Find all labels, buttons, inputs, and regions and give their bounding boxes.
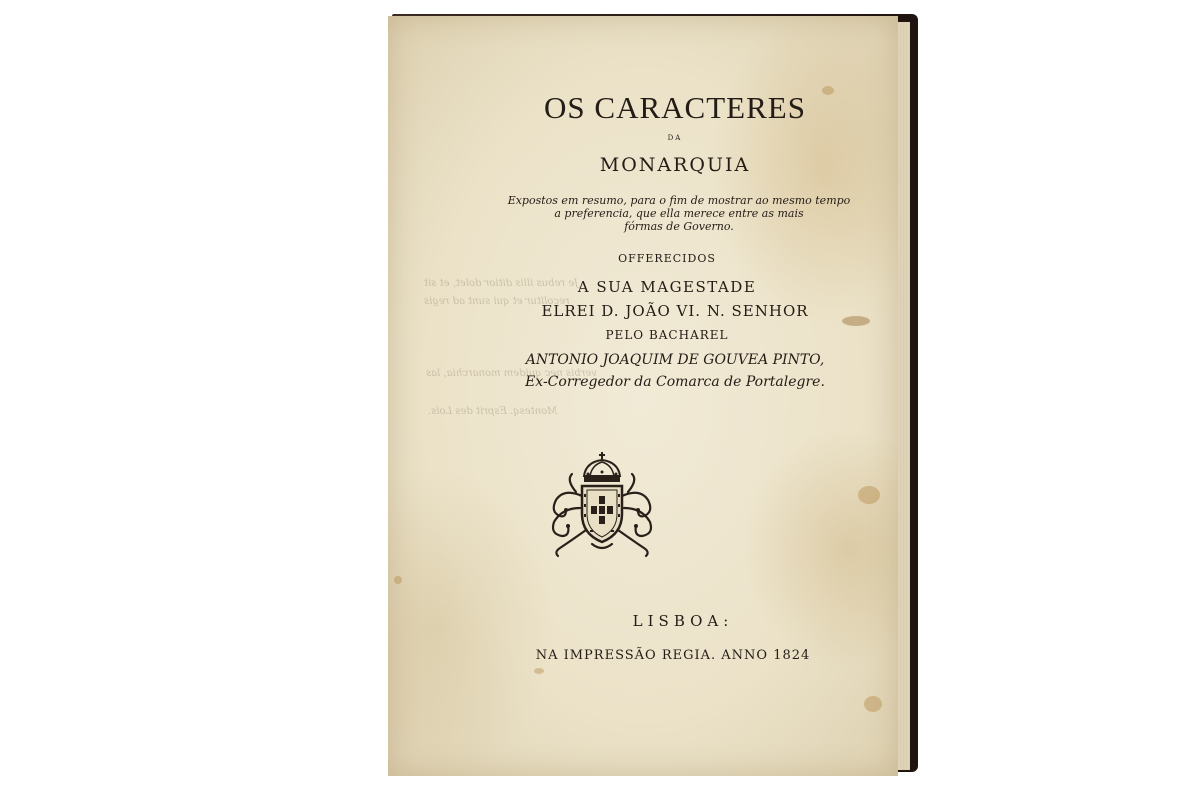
book-title: OS CARACTERES	[544, 90, 806, 125]
dedicatee-line-2: ELREI D. JOÃO VI. N. SENHOR	[541, 302, 809, 320]
foxing-stain	[394, 576, 402, 584]
bleed-through-text: Montesq. Esprit des Lois.	[428, 406, 558, 417]
bleed-through-text: verbis nec quidem monarchia, las	[426, 368, 597, 379]
royal-coat-of-arms-icon	[546, 452, 658, 564]
printer-imprint: NA IMPRESSÃO REGIA. ANNO 1824	[535, 648, 811, 663]
title-page	[388, 16, 898, 776]
author-name: ANTONIO JOAQUIM DE GOUVEA PINTO,	[525, 352, 825, 368]
dedicatee-line-1: A SUA MAGESTADE	[577, 278, 757, 296]
foxing-stain	[858, 486, 880, 504]
bleed-through-text: recolitur et qui sunt ad regis	[424, 296, 570, 307]
author-role: Ex-Corregedor da Comarca de Portalegre.	[525, 374, 825, 390]
description-line: fórmas de Governo.	[624, 220, 734, 233]
city-of-publication: LISBOA:	[632, 612, 734, 630]
foxing-stain	[534, 668, 544, 674]
foxing-stain	[864, 696, 882, 712]
description-line: a preferencia, que ella merece entre as mais	[554, 207, 804, 220]
description	[388, 194, 934, 233]
bleed-through-text: Je rebus illis ditior dolet, et sit	[424, 278, 579, 289]
description-line: Expostos em resumo, para o fim de mostrar ao mesmo tempo	[507, 194, 851, 207]
by-line: PELO BACHAREL	[605, 328, 729, 342]
title-connector: DA	[667, 134, 683, 142]
book-subtitle: MONARQUIA	[599, 154, 751, 176]
offered-label: OFFERECIDOS	[618, 252, 716, 265]
